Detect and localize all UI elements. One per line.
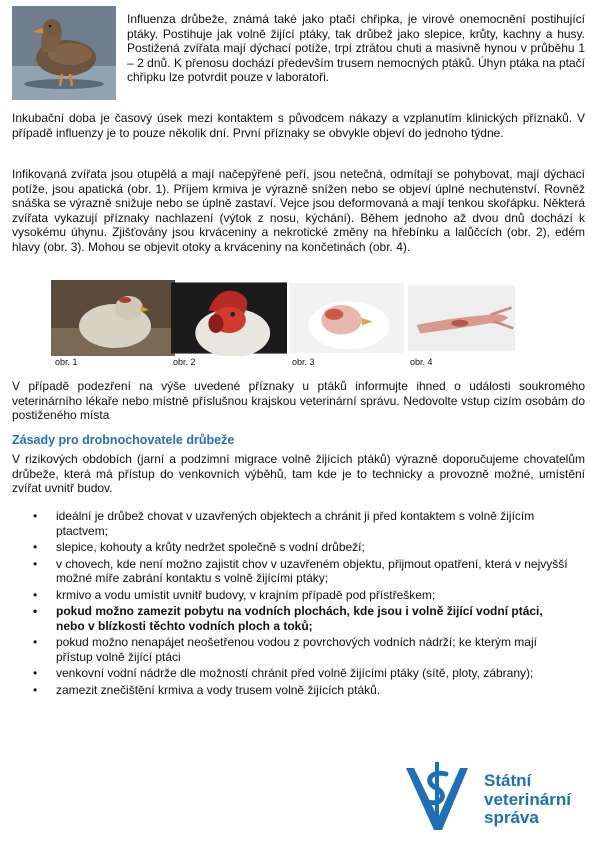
svs-logo-icon [402,760,472,836]
list-item: • slepice, kohouty a krůty nedržet společně s vodní drůbeží; [12,540,572,555]
caption-2: obr. 2 [173,357,196,367]
rules-intro-paragraph: V rizikových obdobích (jarní a podzimní migrace volně žijících ptáků) výrazně doporučujeme chovatelům drůbeže, která má přístup do venkovních výběhů, tam kde je to technicky a provozně možné, umístění zvířat uvnitř budov. [12,452,585,495]
list-item: • v chovech, kde není možno zajistit chov v uzavřeném objektu, přijmout opatření, která v nejvyšší možné míře zabrání kontaktu s volně žijícími ptáky; [12,557,572,586]
figure-photo-3 [290,280,404,356]
intro-paragraph: Influenza drůbeže, známá také jako ptačí chřipka, je virové onemocnění postihující ptáky. Postihuje jak volně žijící ptáky, tak drůbež jako slepice, krůty, kachny a husy. Postižená zvířata mají dýchací potíže, trpí ztrátou chuti a masivně hynou v průběhu 1 – 2 dnů. K přenosu dochází především trusem nemocných ptáků. Úhyn ptáka na ptačí chřipku lze potvrdit pouze v laboratoři. [127,12,585,84]
caption-3: obr. 3 [292,357,315,367]
list-item: • pokud možno zamezit pobytu na vodních plochách, kde jsou i volně žijící vodní ptáci, nebo v blízkosti těchto vodních ploch a toků; [12,604,572,633]
rules-list [12,509,572,699]
rules-heading: Zásady pro drobnochovatele drůbeže [12,433,235,447]
incubation-paragraph: Inkubační doba je časový úsek mezi kontaktem s původcem nákazy a vzplanutím klinických příznaků. V případě influenzy je to pouze několik dní. První příznaky se obvykle objeví do jednoho týdne. [12,111,585,140]
list-item: • pokud možno nenapájet neošetřenou vodou z povrchových vodních nádrží; ke kterým mají přístup volně žijící ptáci [12,635,572,664]
duck-photo [12,6,116,100]
brand-line-2: veterinární [484,789,571,809]
figure-photo-1 [51,280,175,356]
brand-line-3: správa [484,808,539,827]
brand-name [484,772,571,828]
caption-4: obr. 4 [410,357,433,367]
symptoms-paragraph: Infikovaná zvířata jsou otupělá a mají načepýřené peří, jsou netečná, odmítají se pohybovat, mají dýchací potíže, jsou apatická (obr. 1). Příjem krmiva je výrazně snížen nebo se objeví úplné nechutenství. Rovněž snáška se výrazně snižuje nebo se úplně zastaví. Vejce jsou deformovaná a mají tenkou skořápku. Některá zvířata vykazují příznaky nachlazení (výtok z nosu, kýchání). Během jednoho až dvou dnů dochází k vysokému úhynu. Zjišťovány jsou krváceniny a nekrotické změny na hřebínku a lalůčcích (obr. 2), edém hlavy (obr. 3). Mohou se objevit otoky a krváceniny na končetinách (obr. 4). [12,167,585,254]
list-item: • krmivo a vodu umístit uvnitř budovy, v krajním případě pod přístřeškem; [12,588,572,603]
list-item: • ideální je drůbež chovat v uzavřených objektech a chránit ji před kontaktem s volně žijícím ptactvem; [12,509,572,538]
caption-1: obr. 1 [55,357,78,367]
suspicion-paragraph: V případě podezření na výše uvedené příznaky u ptáků informujte ihned o události soukromého veterinárního lékaře nebo místně příslušnou krajskou veterinární správu. Nedovolte vstup cizím osobám do postiženého místa [12,379,585,422]
figure-photo-4 [408,280,515,356]
list-item: • zamezit znečištění krmiva a vody trusem volně žijících ptáků. [12,683,572,698]
figure-photo-2 [171,280,287,356]
brand-line-1: Státní [484,771,532,790]
list-item: • venkovní vodní nádrže dle možností chránit před volně žijícími ptáky (sítě, ploty, zábrany); [12,666,572,681]
